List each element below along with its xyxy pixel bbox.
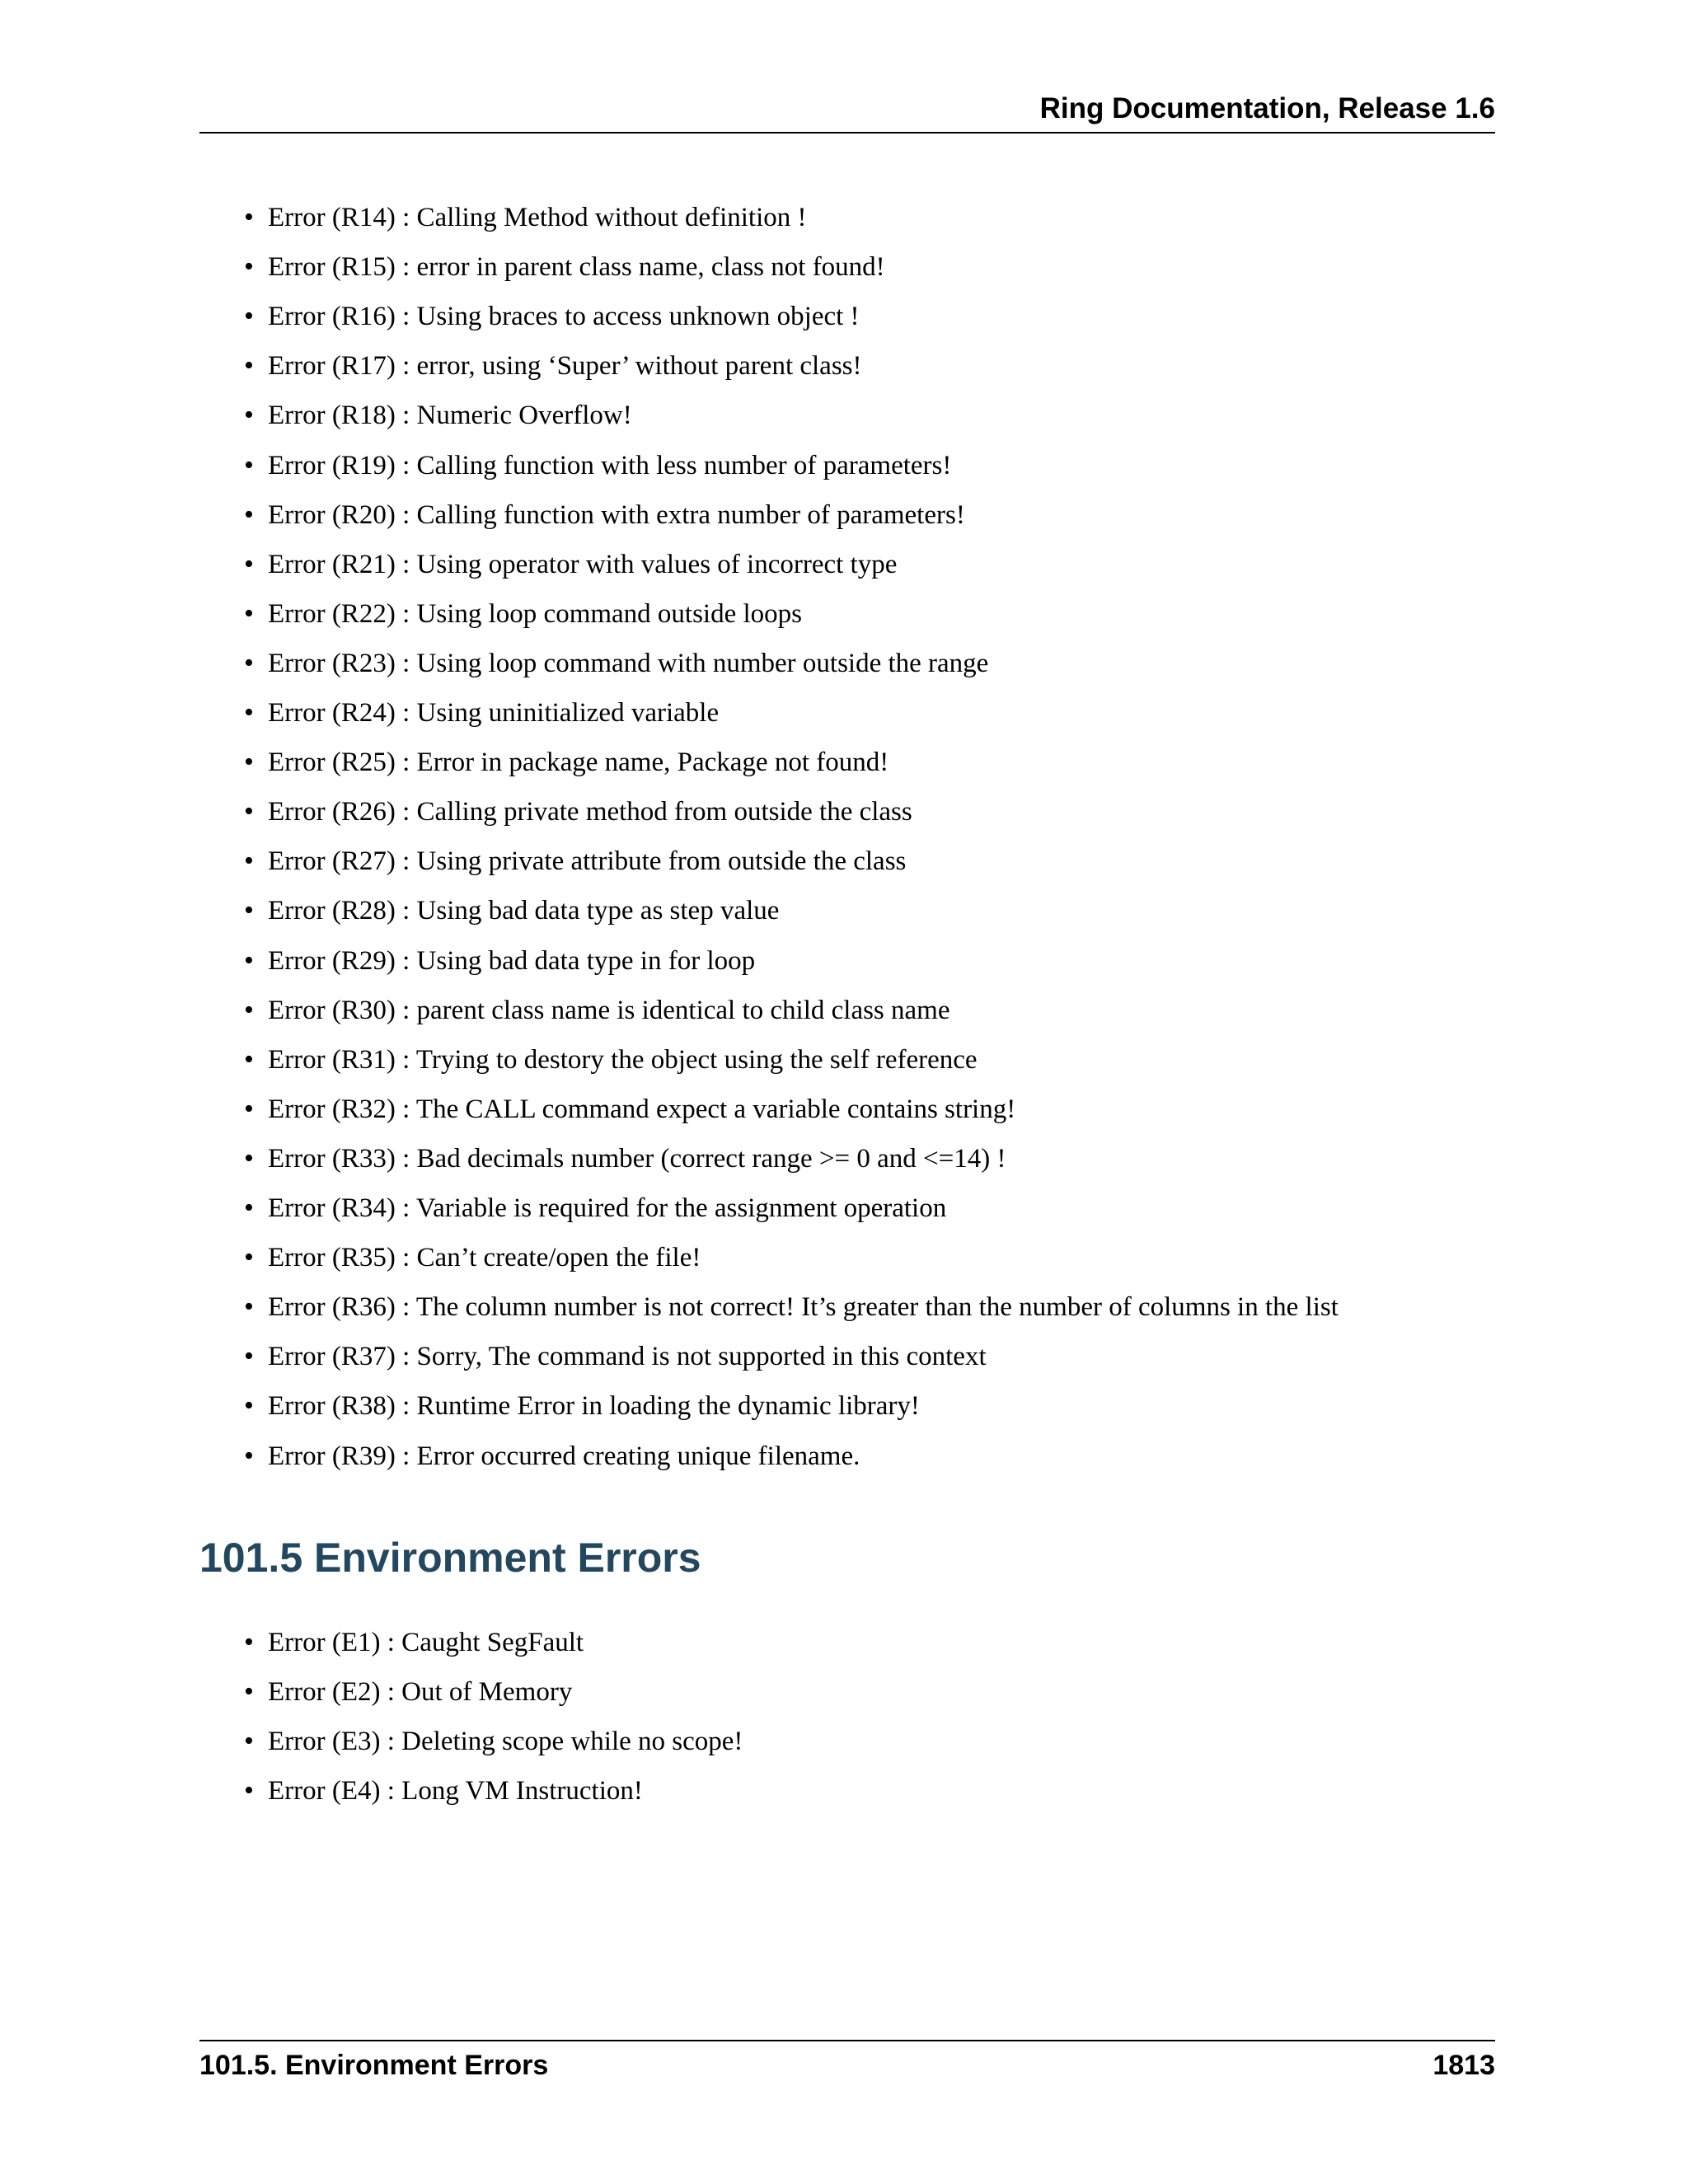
bullet-marker: • <box>244 1093 254 1124</box>
bullet-marker: • <box>244 251 254 283</box>
error-item-text: Error (R28) : Using bad data type as step value <box>268 896 780 926</box>
error-item-text: Error (R23) : Using loop command with number outside the range <box>268 648 989 678</box>
error-item-text: Error (R20) : Calling function with extra number of parameters! <box>268 499 965 530</box>
bullet-marker: • <box>244 1043 254 1075</box>
error-item-text: Error (E4) : Long VM Instruction! <box>268 1776 643 1806</box>
document-title: Ring Documentation, Release 1.6 <box>1039 92 1495 124</box>
error-item-text: Error (R26) : Calling private method from outside the class <box>268 797 912 827</box>
error-item-text: Error (R29) : Using bad data type in for loop <box>268 945 756 976</box>
error-item-text: Error (R15) : error in parent class name, class not found! <box>268 252 885 283</box>
bullet-marker: • <box>244 449 254 480</box>
bullet-marker: • <box>244 400 254 431</box>
bullet-marker: • <box>244 350 254 382</box>
bullet-marker: • <box>244 697 254 728</box>
error-item-text: Error (R33) : Bad decimals number (correct range >= 0 and <=14) ! <box>268 1143 1006 1174</box>
bullet-marker: • <box>244 1193 254 1223</box>
error-item-text: Error (R39) : Error occurred creating unique filename. <box>268 1441 860 1471</box>
bullet-marker: • <box>244 598 254 629</box>
error-item-text: Error (R32) : The CALL command expect a variable contains string! <box>268 1094 1016 1124</box>
error-item-text: Error (R18) : Numeric Overflow! <box>268 401 632 431</box>
bullet-marker: • <box>244 1676 254 1707</box>
error-item-text: Error (E2) : Out of Memory <box>268 1677 573 1707</box>
bullet-marker: • <box>244 1390 254 1422</box>
bullet-marker: • <box>244 1775 254 1806</box>
bullet-marker: • <box>244 499 254 530</box>
bullet-marker: • <box>244 747 254 778</box>
error-item-text: Error (R19) : Calling function with less number of parameters! <box>268 450 952 480</box>
page-footer <box>199 2040 1495 2091</box>
bullet-marker: • <box>244 1341 254 1372</box>
error-item-text: Error (R21) : Using operator with values of incorrect type <box>268 549 898 579</box>
error-item-text: Error (R17) : error, using ‘Super’ without parent class! <box>268 351 862 382</box>
error-item-text: Error (R31) : Trying to destory the object using the self reference <box>268 1044 978 1075</box>
error-item-text: Error (E1) : Caught SegFault <box>268 1628 584 1657</box>
bullet-marker: • <box>244 1627 254 1657</box>
error-item-text: Error (R34) : Variable is required for the assignment operation <box>268 1193 947 1223</box>
error-item-text: Error (R37) : Sorry, The command is not supported in this context <box>268 1342 987 1372</box>
page-number: 1813 <box>1432 2050 1495 2081</box>
bullet-marker: • <box>244 301 254 332</box>
bullet-marker: • <box>244 1242 254 1273</box>
error-item-text: Error (R35) : Can’t create/open the file! <box>268 1243 701 1273</box>
bullet-marker: • <box>244 846 254 877</box>
error-item-text: Error (R30) : parent class name is identical to child class name <box>268 995 950 1025</box>
bullet-marker: • <box>244 796 254 827</box>
error-item-text: Error (R24) : Using uninitialized variable <box>268 698 720 728</box>
bullet-marker: • <box>244 895 254 926</box>
error-item-text: Error (E3) : Deleting scope while no scope! <box>268 1727 743 1756</box>
bullet-marker: • <box>244 1291 254 1323</box>
bullet-marker: • <box>244 202 254 232</box>
bullet-marker: • <box>244 944 254 976</box>
bullet-marker: • <box>244 994 254 1025</box>
footer-section-label: 101.5. Environment Errors <box>199 2050 549 2081</box>
error-item-text: Error (R36) : The column number is not correct! It’s greater than the number of columns in the list <box>268 1292 1339 1323</box>
error-item-text: Error (R38) : Runtime Error in loading the dynamic library! <box>268 1391 920 1422</box>
bullet-marker: • <box>244 1440 254 1471</box>
error-item-text: Error (R16) : Using braces to access unknown object ! <box>268 302 860 332</box>
bullet-marker: • <box>244 1726 254 1756</box>
page-header <box>199 91 1495 134</box>
bullet-marker: • <box>244 1142 254 1174</box>
error-item-text: Error (R14) : Calling Method without definition ! <box>268 203 807 232</box>
error-item-text: Error (R25) : Error in package name, Package not found! <box>268 748 889 778</box>
section-heading: 101.5 Environment Errors <box>199 1535 701 1581</box>
error-item-text: Error (R22) : Using loop command outside loops <box>268 598 803 629</box>
bullet-marker: • <box>244 548 254 579</box>
error-item-text: Error (R27) : Using private attribute from outside the class <box>268 846 907 877</box>
bullet-marker: • <box>244 647 254 678</box>
